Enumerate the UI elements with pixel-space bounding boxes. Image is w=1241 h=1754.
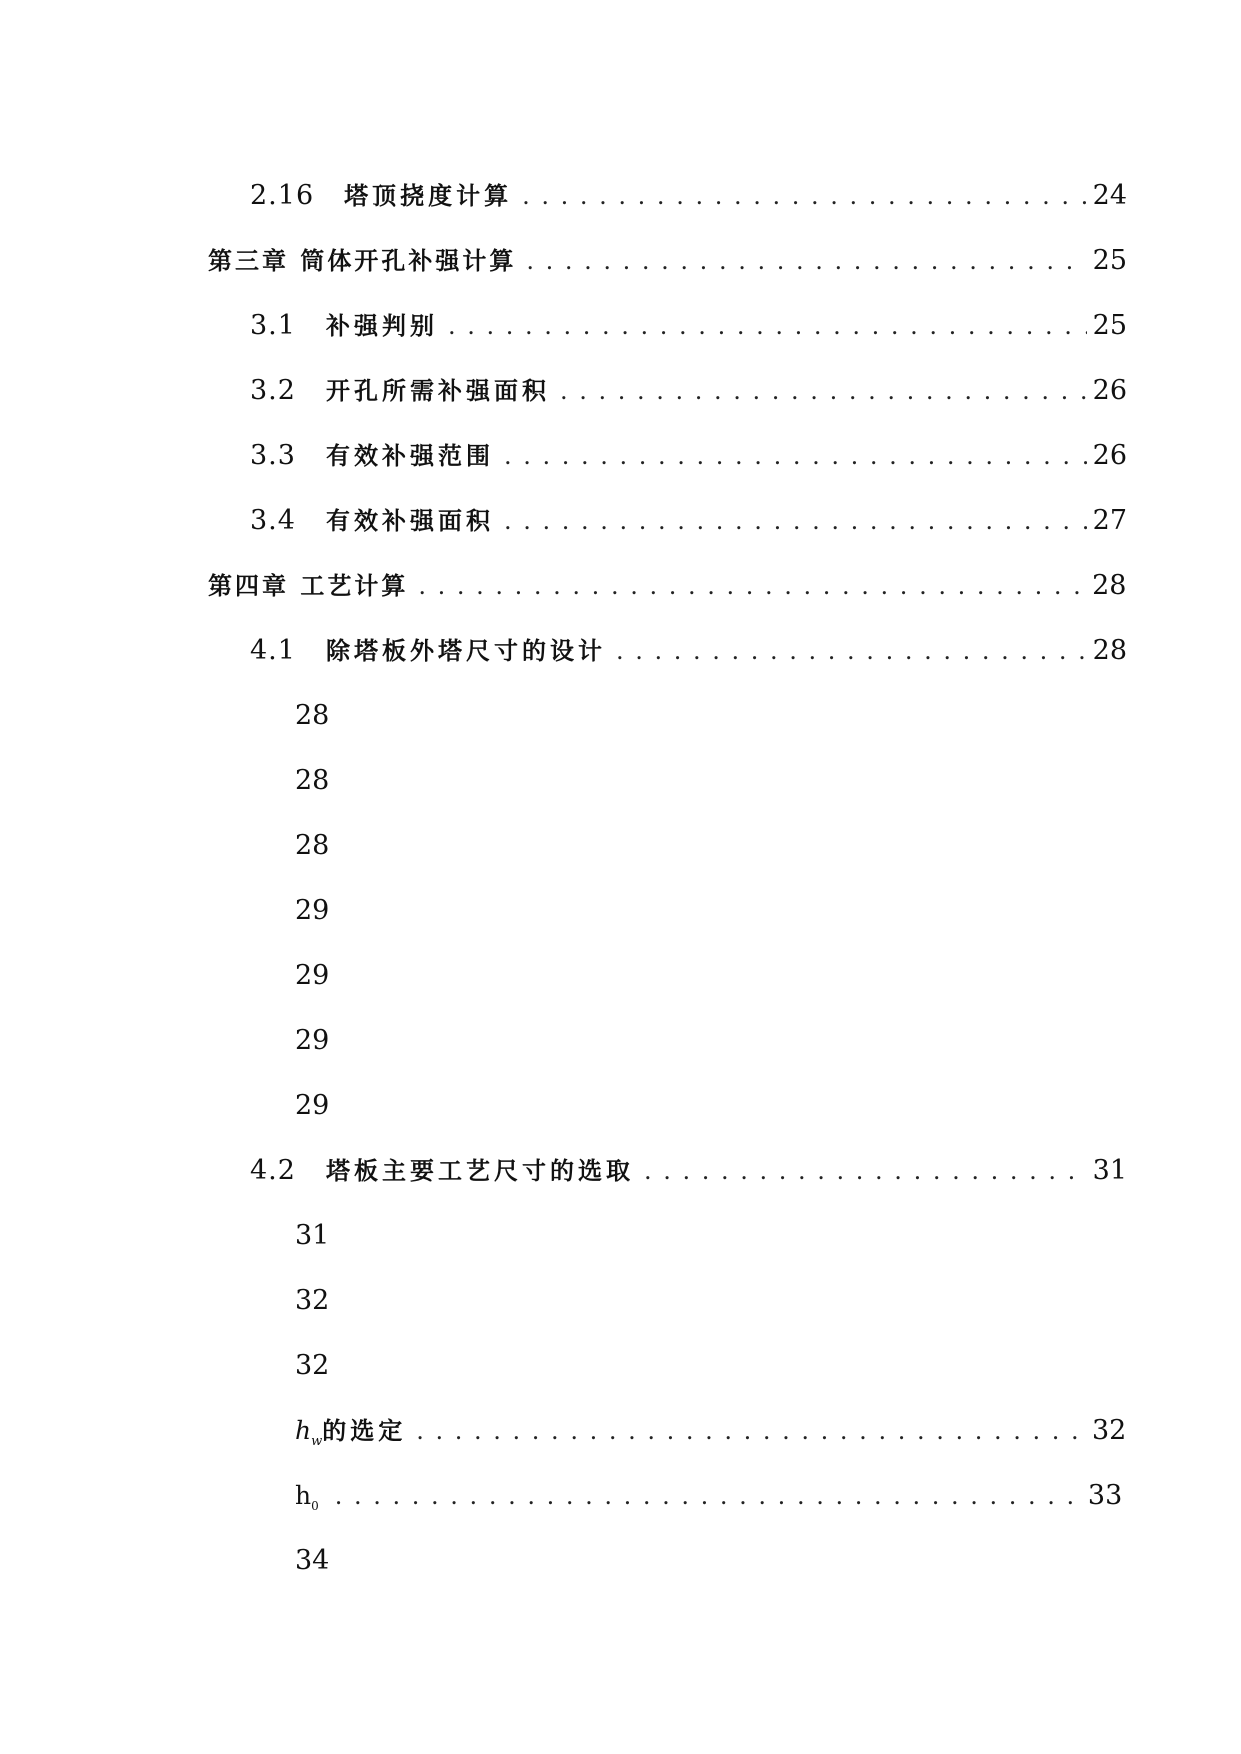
toc-entry-page: 24 <box>1092 180 1127 211</box>
toc-entry-page: 27 <box>1092 505 1127 536</box>
toc-entry-page: 25 <box>1092 310 1127 341</box>
symbol-h-w <box>295 1413 322 1460</box>
toc-entry-page: 29 <box>295 960 330 991</box>
toc-entry-title: 有效补强范围 <box>325 442 494 470</box>
toc-subentry[interactable] <box>0 958 1241 1023</box>
toc-entry-title: 的选定 <box>322 1417 407 1445</box>
toc-entry-number: 3.4 <box>250 505 296 536</box>
dot-leader <box>526 243 1086 279</box>
toc-entry-number: 4.1 <box>250 635 296 666</box>
toc-entry-page: 33 <box>1087 1480 1123 1511</box>
symbol-h-0 <box>295 1478 319 1524</box>
toc-entry-page: 32 <box>1091 1415 1127 1446</box>
toc-entry-title: 塔板主要工艺尺寸的选取 <box>325 1157 634 1185</box>
toc-chapter-entry[interactable] <box>0 568 1241 633</box>
toc-entry[interactable] <box>0 178 1241 243</box>
toc-entry-page: 34 <box>295 1545 330 1576</box>
dot-leader <box>616 633 1087 669</box>
toc-entry-page: 29 <box>295 1090 330 1121</box>
toc-subentry[interactable] <box>0 1478 1241 1543</box>
toc-subentry[interactable] <box>0 1283 1241 1348</box>
toc-entry-title: 有效补强面积 <box>325 507 494 535</box>
toc-subentry[interactable] <box>0 1218 1241 1283</box>
toc-entry-number: 3.3 <box>250 440 296 471</box>
dot-leader <box>522 178 1087 214</box>
symbol-letter: h <box>295 1416 312 1445</box>
toc-entry-title: 补强判别 <box>325 312 438 340</box>
toc-entry-page: 28 <box>295 765 330 796</box>
toc-subentry[interactable] <box>0 828 1241 893</box>
toc-subentry[interactable] <box>0 1413 1241 1478</box>
toc-entry-page: 31 <box>1092 1155 1127 1186</box>
toc-entry-number: 3.2 <box>250 375 296 406</box>
dot-leader <box>448 308 1087 344</box>
dot-leader <box>504 438 1087 474</box>
toc-entry-page: 26 <box>1092 375 1127 406</box>
toc-entry[interactable] <box>0 373 1241 438</box>
toc-entry-page: 32 <box>295 1350 330 1381</box>
toc-subentry[interactable] <box>0 1088 1241 1153</box>
toc-subentry[interactable] <box>0 1023 1241 1088</box>
toc-entry-number: 2.16 <box>250 180 315 211</box>
toc-entry[interactable] <box>0 308 1241 373</box>
toc-entry[interactable] <box>0 633 1241 698</box>
toc-entry-title: 除塔板外塔尺寸的设计 <box>325 637 606 665</box>
toc-entry-title: 塔顶挠度计算 <box>344 182 513 210</box>
toc-entry-page: 28 <box>1092 570 1127 601</box>
dot-leader <box>644 1153 1087 1189</box>
toc-subentry[interactable] <box>0 893 1241 958</box>
toc-subentry[interactable] <box>0 1543 1241 1608</box>
toc-subentry[interactable] <box>0 763 1241 828</box>
toc-chapter-title: 第四章 工艺计算 <box>208 572 409 600</box>
toc-entry-page: 28 <box>295 700 330 731</box>
toc-subentry[interactable] <box>0 698 1241 763</box>
symbol-letter: h <box>295 1481 312 1510</box>
table-of-contents <box>0 178 1241 1608</box>
toc-entry-title: 开孔所需补强面积 <box>325 377 550 405</box>
toc-entry-number: 4.2 <box>250 1155 296 1186</box>
dot-leader <box>504 503 1087 539</box>
toc-entry[interactable] <box>0 1153 1241 1218</box>
toc-entry-page: 28 <box>1092 635 1127 666</box>
toc-entry[interactable] <box>0 438 1241 503</box>
toc-entry-page: 28 <box>295 830 330 861</box>
toc-entry-page: 29 <box>295 895 330 926</box>
toc-entry-page: 29 <box>295 1025 330 1056</box>
toc-entry[interactable] <box>0 503 1241 568</box>
toc-entry-page: 26 <box>1092 440 1127 471</box>
dot-leader <box>416 1413 1086 1449</box>
dot-leader <box>335 1478 1082 1514</box>
toc-chapter-title: 第三章 筒体开孔补强计算 <box>208 247 517 275</box>
toc-entry-page: 32 <box>295 1285 330 1316</box>
symbol-subscript: w <box>311 1434 323 1449</box>
symbol-subscript: 0 <box>311 1499 319 1513</box>
dot-leader <box>560 373 1087 409</box>
toc-chapter-entry[interactable] <box>0 243 1241 308</box>
toc-entry-page: 31 <box>295 1220 330 1251</box>
toc-subentry[interactable] <box>0 1348 1241 1413</box>
dot-leader <box>418 568 1086 604</box>
toc-entry-page: 25 <box>1092 245 1127 276</box>
toc-entry-number: 3.1 <box>250 310 296 341</box>
